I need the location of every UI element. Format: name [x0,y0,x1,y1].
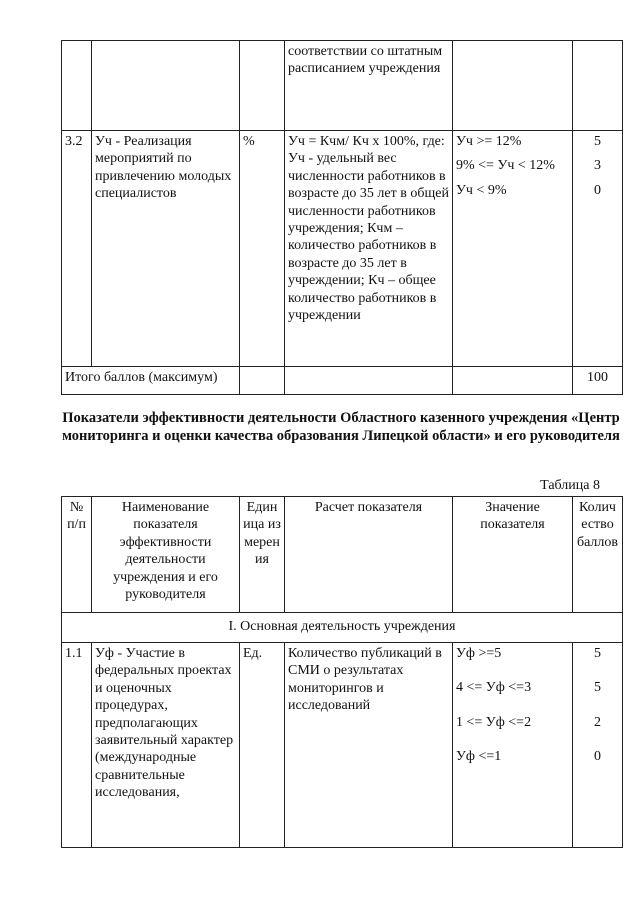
value-line: Уф <=1 [456,749,502,765]
calc-cell: соответствии со штатным расписанием учреждения [285,41,453,131]
indicator-name: Уч - Реализация мероприятий по привлечению молодых специалистов [92,131,240,367]
calculation-formula: Количество публикаций в СМИ о результатах мониторингов и исследований [285,643,453,848]
score-line: 5 [594,134,601,149]
score-line: 2 [594,714,601,730]
score-line: 0 [594,182,601,198]
value-cell [453,41,573,131]
num-cell [62,41,92,131]
value-line: 9% <= Уч < 12% [456,158,555,174]
table-row [62,643,623,848]
section-heading: I. Основная деятельность учреждения [62,613,623,643]
score-cell [573,41,623,131]
indicator-values [453,131,573,367]
unit-of-measure: % [240,131,285,367]
name-cell [92,41,240,131]
score-line: 3 [594,158,601,174]
row-number: 3.2 [62,131,92,367]
header-num: № п/п [62,497,92,613]
header-calc: Расчет показателя [285,497,453,613]
header-row [62,497,623,613]
value-line: Уч < 9% [456,182,507,198]
score-line: 0 [594,749,601,765]
header-name: Наименование показателя эффективности деятельности учреждения и его руководителя [92,497,240,613]
table-label: Таблица 8 [540,478,600,493]
section-title: Показатели эффективности деятельности Областного казенного учреждения «Центр мониторинга и оценки качества образования Липецкой области» и его руководителя [62,410,620,444]
row-number: 1.1 [62,643,92,848]
score-line: 5 [594,646,601,661]
value-line: Уч >= 12% [456,134,522,149]
indicators-table-8 [61,496,623,848]
value-line: 1 <= Уф <=2 [456,714,532,730]
total-label: Итого баллов (максимум) [62,367,240,395]
calculation-formula: Уч = Кчм/ Кч х 100%, где: Уч - удельный вес численности работников в возрасте до 35 лет в общей численности работников учреждения; Кчм – количество работников в возрасте до 35 лет в учреждении; Кч – общее количество работников в учреждении [285,131,453,367]
section-row [62,613,623,643]
indicator-name: Уф - Участие в федеральных проектах и оценочных процедурах, предполагающих заявительный характер (международные сравнительные исследования, [92,643,240,848]
indicator-values [453,643,573,848]
unit-of-measure: Ед. [240,643,285,848]
table-row [62,131,623,367]
score-values [573,131,623,367]
unit-cell [240,41,285,131]
total-row [62,367,623,395]
indicators-table-continued [61,40,623,395]
score-values [573,643,623,848]
value-line: Уф >=5 [456,646,502,661]
header-value: Значение показателя [453,497,573,613]
header-score: Количество баллов [573,497,623,613]
value-line: 4 <= Уф <=3 [456,680,532,696]
header-unit: Единица измерения [240,497,285,613]
table-row [62,41,623,131]
total-score: 100 [573,367,623,395]
score-line: 5 [594,680,601,696]
